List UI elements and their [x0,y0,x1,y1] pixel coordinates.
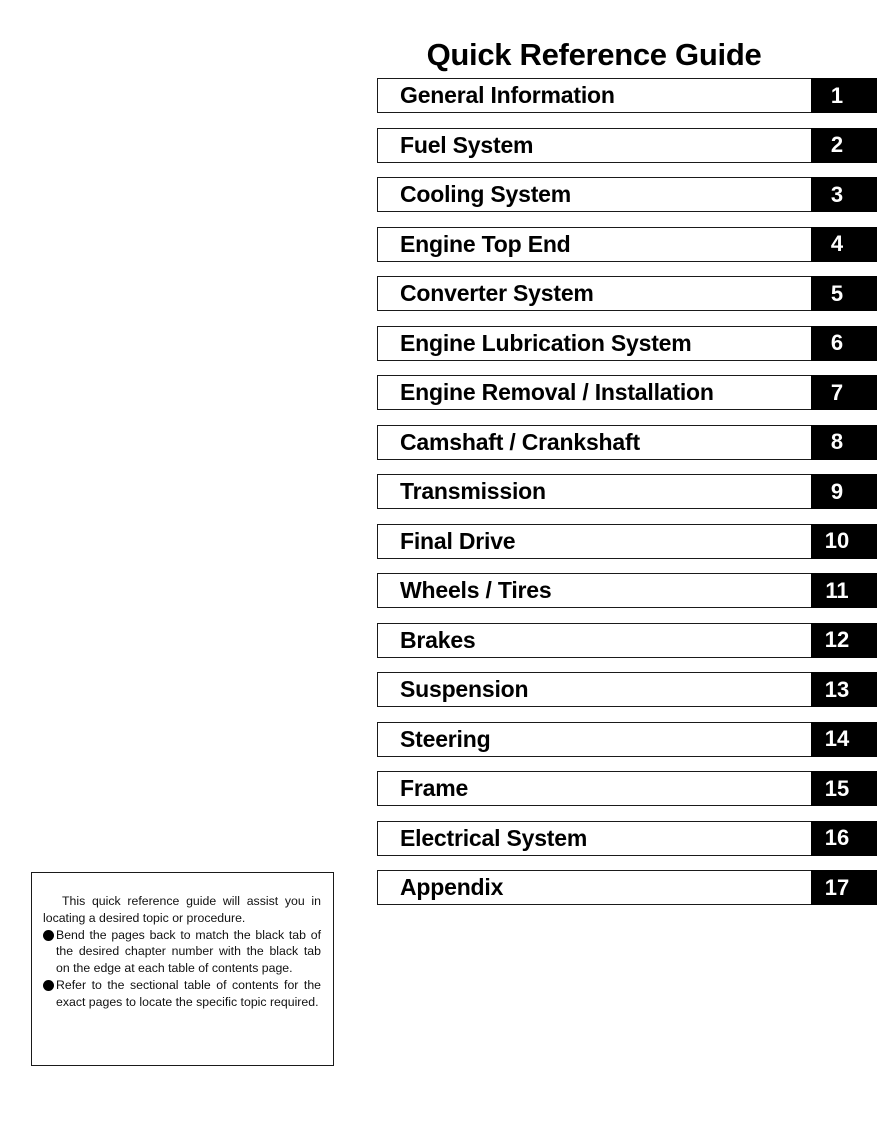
chapter-tab[interactable] [811,573,877,608]
instruction-bullet [43,977,321,1011]
chapter-row-engine-top-end[interactable] [377,227,877,262]
chapter-tab[interactable] [811,375,877,410]
chapter-tab[interactable] [811,771,877,806]
chapter-label-box [377,128,811,163]
chapter-row-suspension[interactable] [377,672,877,707]
chapter-row-fuel-system[interactable] [377,128,877,163]
chapter-row-brakes[interactable] [377,623,877,658]
chapter-tab[interactable] [811,672,877,707]
chapter-number: 15 [824,775,850,801]
chapter-label: Appendix [400,874,504,900]
chapter-label: Frame [400,775,469,801]
chapter-label-box [377,821,811,856]
chapter-label: Cooling System [400,181,572,207]
chapter-number: 7 [830,379,844,405]
chapter-tab[interactable] [811,128,877,163]
chapter-label: Converter System [400,280,594,306]
chapter-label: Transmission [400,478,546,504]
chapter-number: 8 [830,429,844,454]
chapter-label: Engine Top End [400,230,571,257]
chapter-tab[interactable] [811,474,877,509]
chapter-label: Engine Lubrication System [400,329,692,356]
instruction-text: Refer to the sectional table of contents for the exact pages to locate the specific topic required. [56,977,321,1009]
chapter-label: Electrical System [400,824,588,851]
chapter-label-box [377,326,811,361]
chapter-tab[interactable] [811,78,877,113]
chapter-row-final-drive[interactable] [377,524,877,559]
chapter-row-converter-system[interactable] [377,276,877,311]
chapter-number: 11 [825,577,849,603]
chapter-label-box [377,573,811,608]
chapter-label: Camshaft / Crankshaft [400,428,640,455]
chapter-number: 9 [830,478,844,504]
chapter-row-electrical-system[interactable] [377,821,877,856]
chapter-tab[interactable] [811,821,877,856]
chapter-label-box [377,177,811,212]
chapter-row-cooling-system[interactable] [377,177,877,212]
chapter-label-box [377,771,811,806]
instruction-bullet [43,927,321,977]
chapter-tab[interactable] [811,276,877,311]
chapter-label-box [377,375,811,410]
chapter-number: 1 [830,82,844,108]
chapter-tab[interactable] [811,177,877,212]
chapter-label: General Information [400,82,615,108]
chapter-label-box [377,227,811,262]
chapter-tab[interactable] [811,623,877,658]
page-title: Quick Reference Guide [426,36,762,72]
chapter-label-box [377,524,811,559]
chapter-tab[interactable] [811,425,877,460]
usage-instructions-box [31,872,334,1066]
chapter-number: 14 [824,726,850,751]
chapter-label: Steering [400,725,491,752]
chapter-label-box [377,623,811,658]
chapter-tab[interactable] [811,326,877,361]
chapter-label-box [377,722,811,757]
chapter-label: Final Drive [400,527,516,554]
chapter-label: Suspension [400,676,529,702]
chapter-label: Wheels / Tires [400,577,552,603]
chapter-label-box [377,672,811,707]
chapter-tab[interactable] [811,524,877,559]
chapter-label-box [377,78,811,113]
chapter-label-box [377,870,811,905]
chapter-tab[interactable] [811,870,877,905]
chapter-number: 10 [824,528,850,553]
chapter-number: 12 [824,627,850,652]
chapter-number: 13 [824,676,850,702]
chapter-number: 2 [830,132,844,157]
chapter-number: 6 [830,330,844,355]
chapter-number: 16 [824,825,850,850]
chapter-label: Brakes [400,626,476,653]
chapter-tab[interactable] [811,722,877,757]
chapter-row-engine-removal-installation[interactable] [377,375,877,410]
chapter-row-frame[interactable] [377,771,877,806]
instructions-intro: This quick reference guide will assist you in locating a desired topic or procedure. [43,894,321,925]
chapter-number: 4 [830,231,844,256]
chapter-row-general-information[interactable] [377,78,877,113]
chapter-row-transmission[interactable] [377,474,877,509]
chapter-label-box [377,276,811,311]
filled-circle-bullet-icon [43,977,56,1011]
chapter-row-appendix[interactable] [377,870,877,905]
filled-circle-bullet-icon [43,927,56,977]
chapter-number: 5 [830,280,844,306]
chapter-row-wheels-tires[interactable] [377,573,877,608]
chapter-label: Fuel System [400,131,534,158]
chapter-number: 3 [830,181,844,207]
chapter-tab[interactable] [811,227,877,262]
chapter-number: 17 [824,874,850,900]
chapter-row-engine-lubrication-system[interactable] [377,326,877,361]
chapter-row-camshaft-crankshaft[interactable] [377,425,877,460]
instruction-text: Bend the pages back to match the black tab of the desired chapter number with the black tab on the edge at each table of contents page. [56,927,321,976]
chapter-label-box [377,474,811,509]
chapter-label-box [377,425,811,460]
chapter-row-steering[interactable] [377,722,877,757]
chapter-label: Engine Removal / Installation [400,379,714,405]
